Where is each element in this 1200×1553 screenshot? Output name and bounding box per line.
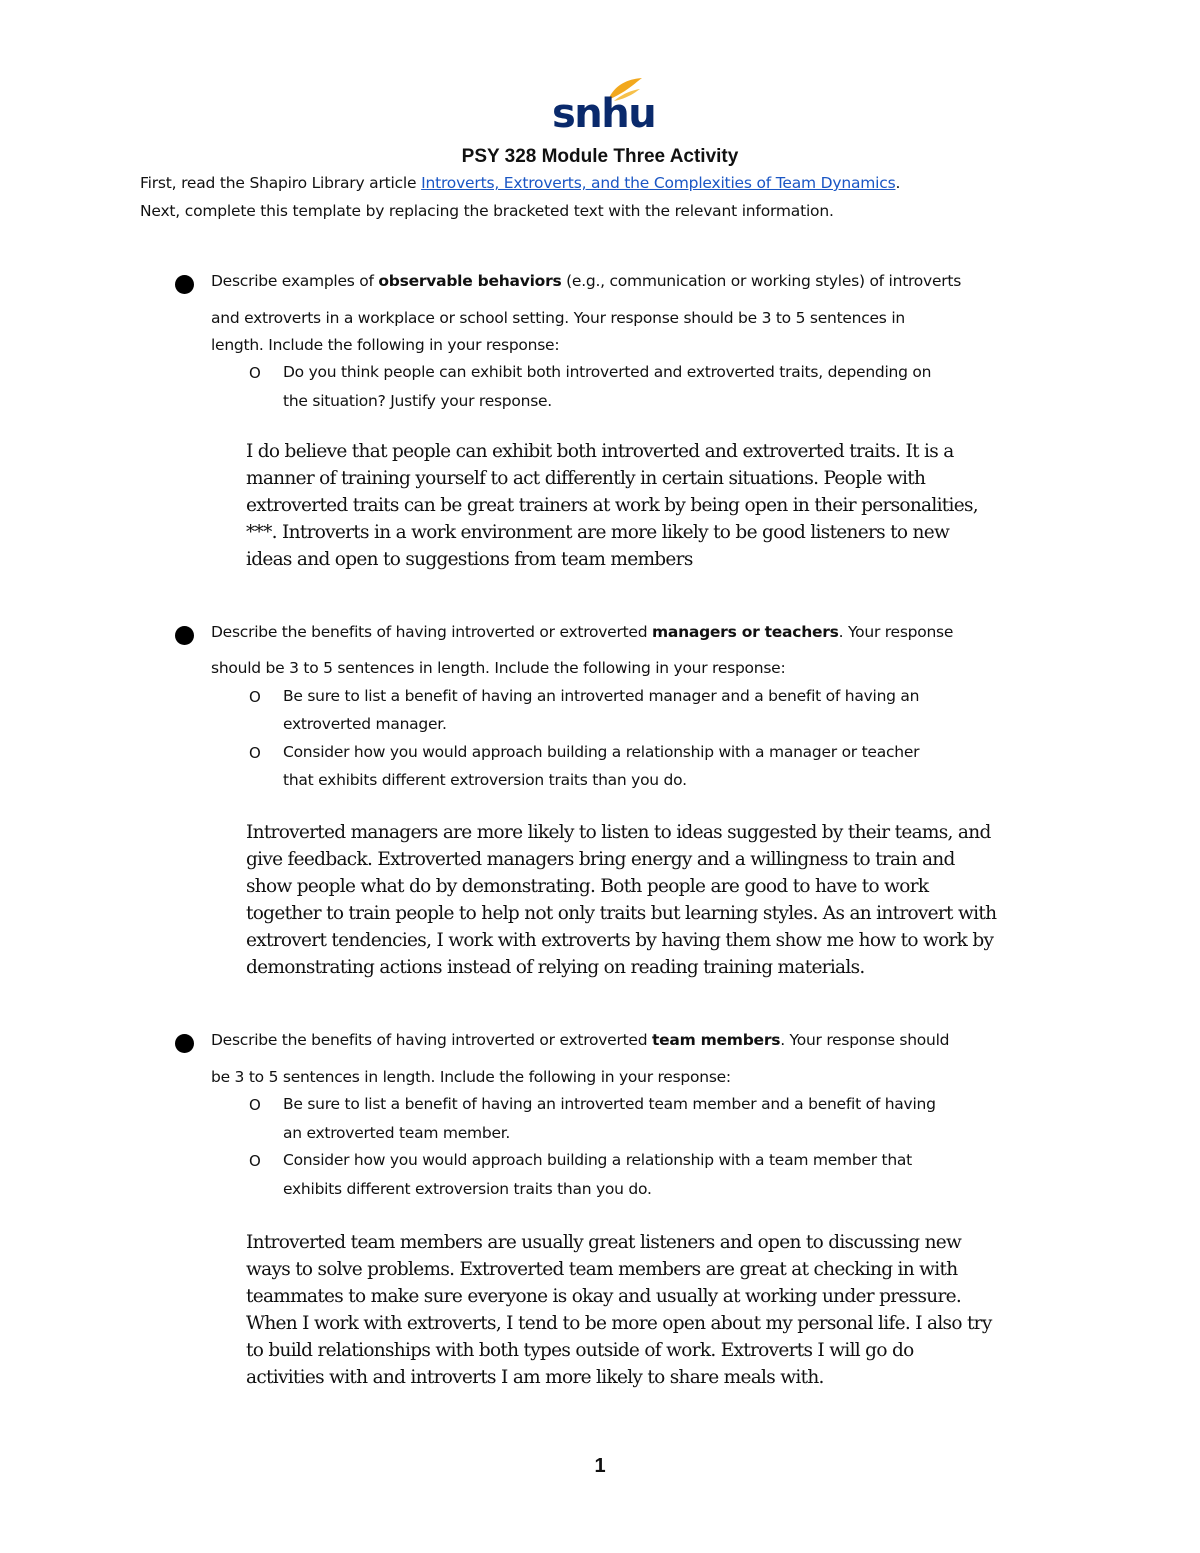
circle-bullet-icon: O [249, 744, 261, 762]
answer-line: ideas and open to suggestions from team members [246, 549, 693, 570]
sub-prompt: exhibits different extroversion traits than you do. [283, 1180, 652, 1198]
question-2-line-2: should be 3 to 5 sentences in length. Include the following in your response: [211, 659, 786, 677]
sub-prompt: the situation? Justify your response. [283, 392, 552, 410]
question-1-line-3: length. Include the following in your response: [211, 336, 560, 354]
answer-line: extrovert tendencies, I work with extroverts by having them show me how to work by [246, 930, 994, 951]
sub-prompt: Be sure to list a benefit of having an introverted manager and a benefit of having an [283, 687, 920, 705]
intro-period: . [895, 174, 901, 192]
intro-text: First, read the Shapiro Library article [140, 174, 422, 192]
sub-prompt: Consider how you would approach building a relationship with a team member that [283, 1151, 913, 1169]
q-text: . Your response should [780, 1031, 950, 1049]
answer-line: extroverted traits can be great trainers at work by being open in their personalities, [246, 495, 978, 516]
answer-line: ***. Introverts in a work environment are more likely to be good listeners to new [246, 522, 950, 543]
question-1-line-2: and extroverts in a workplace or school setting. Your response should be 3 to 5 sentences in [211, 309, 905, 327]
snhu-logo [552, 76, 656, 138]
answer-line: Introverted managers are more likely to listen to ideas suggested by their teams, and [246, 822, 991, 843]
bullet-icon [175, 1034, 194, 1053]
q-text: (e.g., communication or working styles) of introverts [561, 272, 962, 290]
q-emphasis: observable behaviors [378, 272, 562, 290]
sub-prompt: Consider how you would approach building a relationship with a manager or teacher [283, 743, 920, 761]
q-emphasis: managers or teachers [651, 623, 839, 641]
answer-line: ways to solve problems. Extroverted team members are great at checking in with [246, 1259, 958, 1280]
bullet-icon [175, 626, 194, 645]
bullet-icon [175, 275, 194, 294]
answer-line: I do believe that people can exhibit both introverted and extroverted traits. It is a [246, 441, 954, 462]
intro-line-2: Next, complete this template by replacing the bracketed text with the relevant information. [140, 202, 834, 220]
question-1-line-1 [211, 272, 961, 290]
q-text: Describe the benefits of having introverted or extroverted [211, 1031, 652, 1049]
answer-line: teammates to make sure everyone is okay and usually at working under pressure. [246, 1286, 962, 1307]
page-title: PSY 328 Module Three Activity [461, 146, 739, 167]
intro-line-1 [140, 174, 900, 192]
sub-prompt: extroverted manager. [283, 715, 447, 733]
circle-bullet-icon: O [249, 1096, 261, 1114]
q-emphasis: team members [651, 1031, 781, 1049]
answer-line: Introverted team members are usually great listeners and open to discussing new [246, 1232, 962, 1253]
logo-wordmark: snhu [552, 91, 656, 137]
sub-prompt: an extroverted team member. [283, 1124, 511, 1142]
circle-bullet-icon: O [249, 688, 261, 706]
answer-line: When I work with extroverts, I tend to be more open about my personal life. I also try [246, 1313, 992, 1334]
circle-bullet-icon: O [249, 1152, 261, 1170]
q-text: Describe examples of [211, 272, 379, 290]
circle-bullet-icon: O [249, 364, 261, 382]
q-text: . Your response [838, 623, 954, 641]
answer-line: to build relationships with both types outside of work. Extroverts I will go do [246, 1340, 914, 1361]
q-text: Describe the benefits of having introverted or extroverted [211, 623, 652, 641]
question-2-line-1 [211, 623, 953, 641]
answer-line: activities with and introverts I am more likely to share meals with. [246, 1367, 824, 1388]
answer-line: demonstrating actions instead of relying on reading training materials. [246, 957, 865, 978]
answer-line: show people what do by demonstrating. Both people are good to have to work [246, 876, 929, 897]
article-link[interactable]: Introverts, Extroverts, and the Complexities of Team Dynamics [421, 174, 896, 192]
answer-line: together to train people to help not only traits but learning styles. As an introvert with [246, 903, 997, 924]
page-number: 1 [594, 1455, 606, 1477]
sub-prompt: that exhibits different extroversion traits than you do. [283, 771, 687, 789]
answer-line: give feedback. Extroverted managers bring energy and a willingness to train and [246, 849, 955, 870]
answer-line: manner of training yourself to act differently in certain situations. People with [246, 468, 926, 489]
question-3-line-1 [211, 1031, 949, 1049]
sub-prompt: Be sure to list a benefit of having an introverted team member and a benefit of having [283, 1095, 936, 1113]
sub-prompt: Do you think people can exhibit both introverted and extroverted traits, depending on [283, 363, 932, 381]
question-3-line-2: be 3 to 5 sentences in length. Include the following in your response: [211, 1068, 731, 1086]
